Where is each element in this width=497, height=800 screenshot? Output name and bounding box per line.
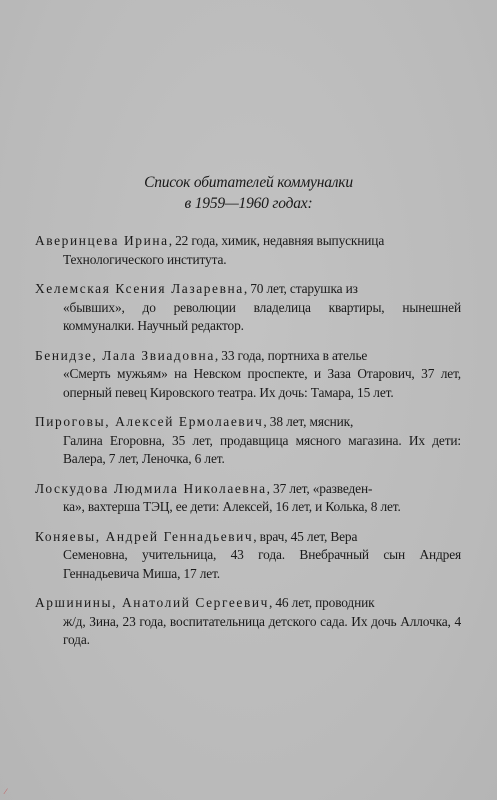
resident-details-cont: «бывших», до революции владелица квартиры, нынешней коммуналки. Научный редактор.	[63, 299, 461, 333]
title-line-1: Список обитателей коммуналки	[144, 174, 353, 191]
resident-name: Хелемская Ксения Лазаревна	[35, 281, 244, 296]
resident-entry-averintseva	[35, 232, 461, 269]
resident-entry-konyaevy	[35, 528, 461, 584]
resident-details: , 70 лет, старушка из	[243, 281, 358, 296]
resident-name: Пироговы, Алексей Ермолаевич	[35, 414, 264, 429]
resident-entry-arshininy	[35, 594, 461, 650]
resident-details-cont: Технологического института.	[63, 251, 227, 267]
corner-mark: ⁄	[5, 787, 7, 796]
resident-details-cont: ка», вахтерша ТЭЦ, ее дети: Алексей, 16 лет, и Колька, 8 лет.	[63, 499, 401, 514]
list-title	[0, 172, 497, 214]
resident-name: Коняевы, Андрей Геннадьевич	[35, 528, 254, 544]
resident-details-cont: Галина Егоровна, 35 лет, продавщица мясного магазина. Их дети: Валера, 7 лет, Леночка, 6 лет.	[63, 432, 461, 466]
resident-name: Аверинцева Ирина	[35, 233, 169, 248]
resident-entry-helemskaya	[35, 280, 461, 336]
title-line-2: в 1959—1960 годах:	[184, 195, 313, 212]
resident-details: , 37 лет, «разведен-	[266, 480, 373, 496]
resident-details: , 33 года, портниха в ателье	[214, 347, 368, 363]
resident-details: , врач, 45 лет, Вера	[253, 528, 358, 544]
resident-entry-loskudova	[35, 480, 461, 517]
resident-name: Аршинины, Анатолий Сергеевич	[35, 595, 269, 610]
resident-entry-benidze	[35, 347, 461, 403]
resident-details: , 22 года, химик, недавняя выпускница	[168, 233, 385, 248]
resident-details-cont: Семеновна, учительница, 43 года. Внебрачный сын Андрея Геннадьевича Миша, 17 лет.	[63, 547, 461, 581]
resident-entry-pirogovy	[35, 413, 461, 469]
resident-details: , 38 лет, мясник,	[263, 414, 354, 429]
resident-details-cont: «Смерть мужьям» на Невском проспекте, и Заза Отарович, 37 лет, оперный певец Кировского театра. Их дочь: Тамара, 15 лет.	[63, 366, 461, 400]
resident-details: , 46 лет, проводник	[268, 595, 375, 610]
resident-name: Лоскудова Людмила Николаевна	[35, 480, 267, 496]
residents-list	[35, 232, 461, 661]
resident-details-cont: ж/д, Зина, 23 года, воспитательница детского сада. Их дочь Аллочка, 4 года.	[63, 613, 461, 647]
resident-name: Бенидзе, Лала Звиадовна	[35, 347, 215, 363]
